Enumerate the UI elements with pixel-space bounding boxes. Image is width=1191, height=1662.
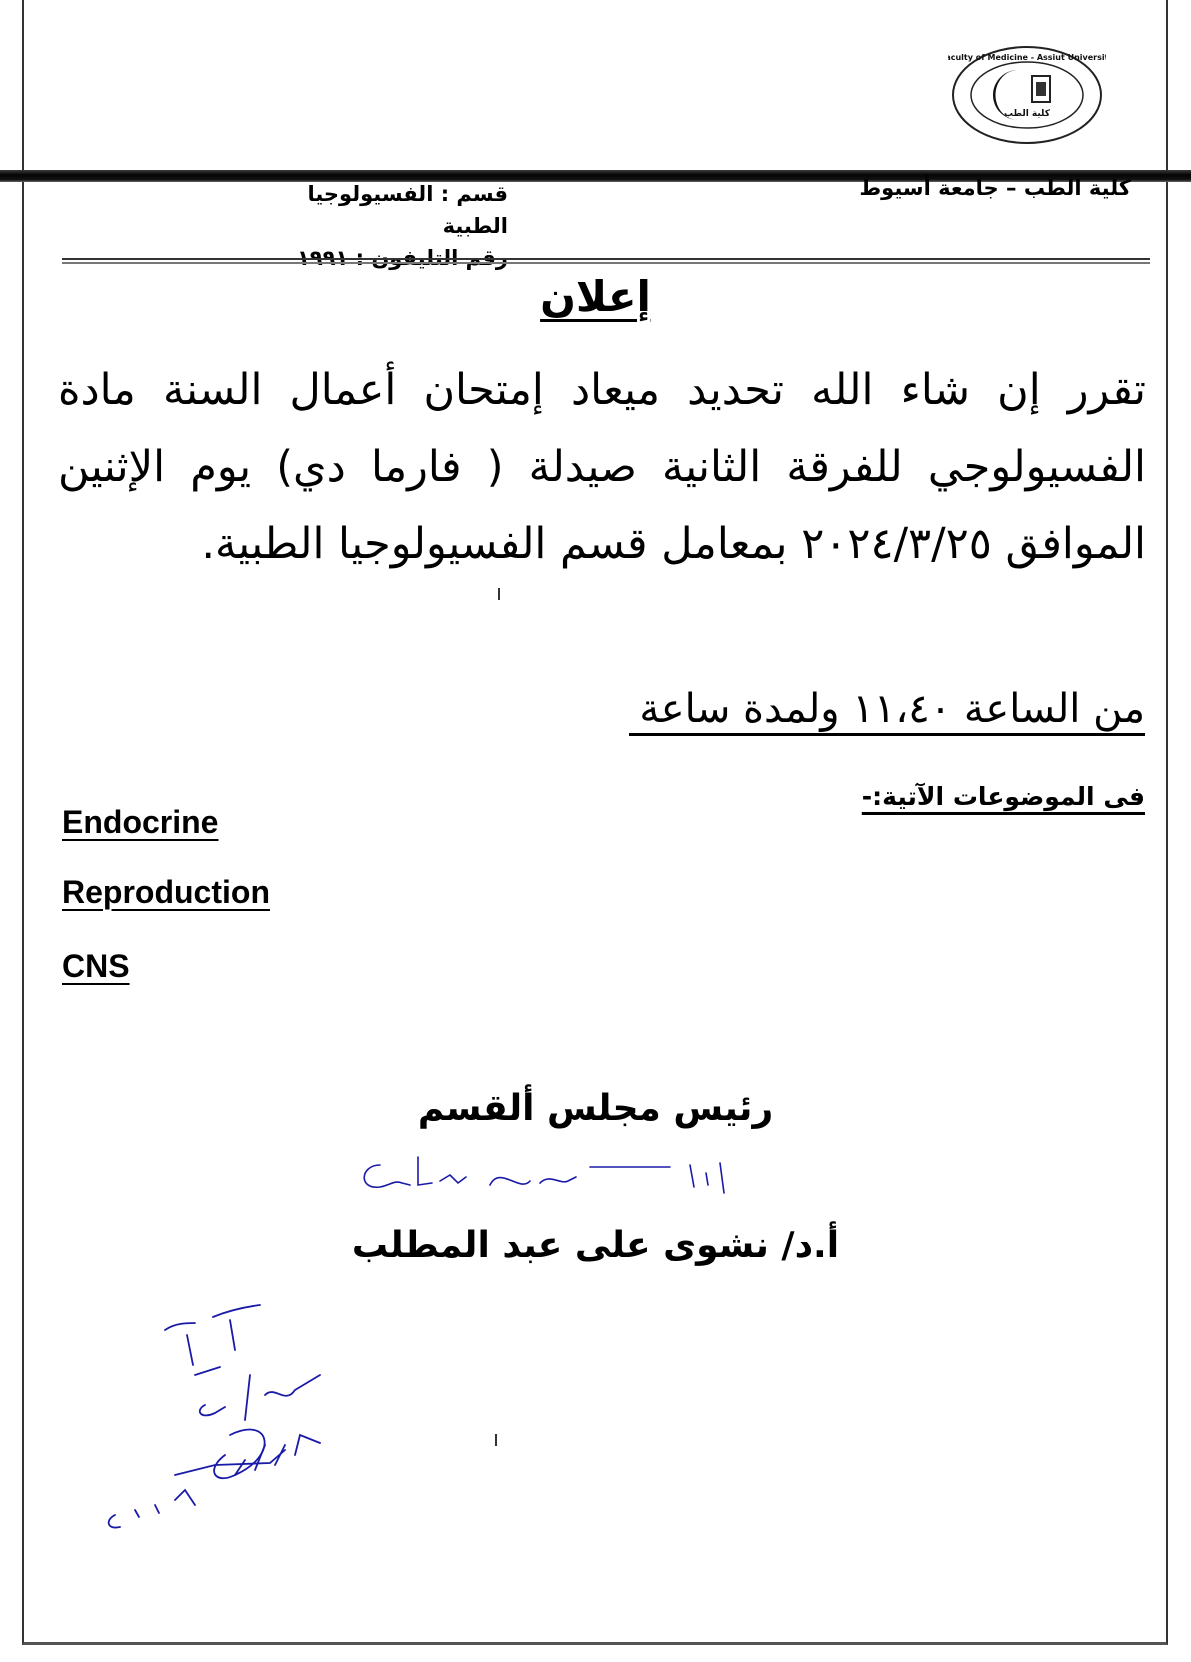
faculty-name: كلية الطب – جامعة أسيوط	[859, 176, 1131, 200]
announcement-title: إعلان	[540, 272, 651, 321]
phone-number: رقم التليفون : ١٩٩١	[297, 246, 508, 270]
faculty-logo	[948, 42, 1106, 148]
exam-time: من الساعة ١١،٤٠ ولمدة ساعة	[629, 685, 1145, 736]
section-divider	[62, 258, 1150, 264]
topics-label: فى الموضوعات الآتية:-	[861, 782, 1145, 811]
scan-artifact	[495, 1434, 497, 1446]
signature-title: رئيس مجلس ألقسم	[417, 1088, 774, 1129]
topic-cns: CNS	[62, 948, 130, 984]
topic-reproduction: Reproduction	[62, 874, 270, 910]
topic-endocrine: Endocrine	[62, 804, 219, 840]
scan-artifact	[498, 588, 500, 600]
svg-text:كلية الطب: كلية الطب	[1004, 109, 1050, 119]
svg-text:Faculty of Medicine - Assiut U: Faculty of Medicine - Assiut University	[948, 53, 1106, 62]
signatory-name: أ.د/ نشوى على عبد المطلب	[351, 1225, 840, 1266]
announcement-body: تقرر إن شاء الله تحديد ميعاد إمتحان أعمال السنة مادة الفسيولوجي للفرقة الثانية صيدلة ( فارما دي) يوم الإثنين الموافق ٢٠٢٤/٣/٢٥ بمعامل قسم الفسيولوجيا الطبية.	[58, 365, 1146, 569]
department-name: قسم : الفسيولوجيا الطبية	[307, 182, 508, 238]
